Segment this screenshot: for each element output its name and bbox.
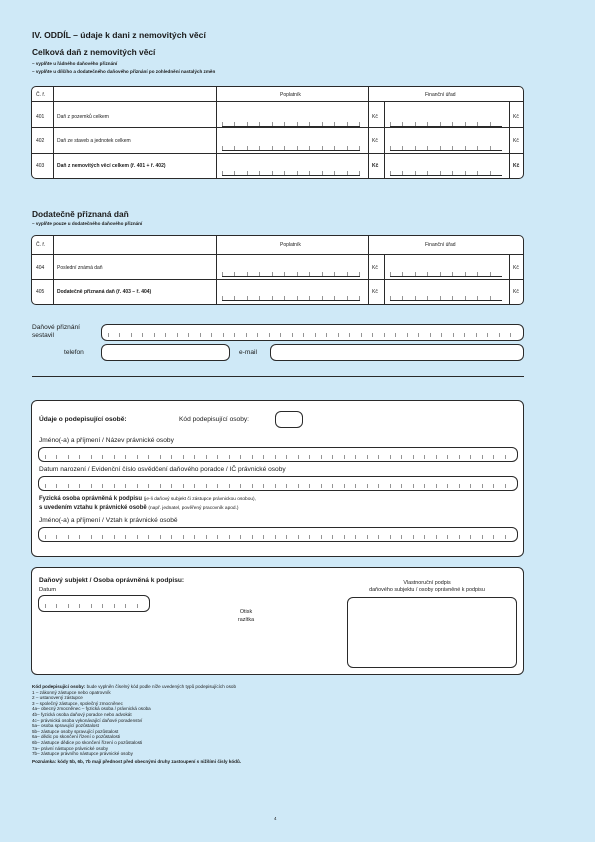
row-label: Poslední známá daň [57,265,103,271]
legend-item: 4a– obecný zmocněnec – fyzická osoba / právnická osoba [32,706,151,712]
divider [32,376,524,377]
stamp-label-2: razítka [237,617,255,623]
additional-tax-table [31,235,524,305]
col-payer-header: Poplatník [280,92,301,98]
currency-label: Kč [372,114,378,120]
date-input[interactable] [38,595,150,612]
office-input-401 [390,120,502,127]
col-no-header: Č. ř. [36,92,46,98]
legend-item: 4b– fyzická osoba daňový poradce nebo advokát [32,711,132,717]
currency-label: Kč [513,289,519,295]
currency-label: Kč [513,265,519,271]
signature-field[interactable] [347,597,517,668]
signature-section [31,567,524,675]
authorized-line [39,496,256,502]
signer-code-label: Kód podepisující osoby: [179,416,250,423]
name-relation-label: Jméno(-a) a příjmení / Vztah k právnické osobě [39,517,178,524]
total-note-2: – vyplňte u dílčího a dodatečného daňového přiznání po zohlednění nastalých změn [32,69,216,74]
payer-input-404[interactable] [222,270,360,277]
row-number: 401 [36,114,45,120]
payer-input-405[interactable] [222,294,360,301]
signer-dob-label: Datum narození / Evidenční číslo osvědčení daňového poradce / IČ právnické osoby [39,466,286,473]
page-number: 4 [274,816,277,821]
office-input-405 [390,294,502,301]
row-label: Daň z pozemků celkem [57,114,109,120]
signer-name-input[interactable] [38,447,518,462]
legend-item: 1 – zákonný zástupce nebo opatrovník [32,689,111,695]
email-label: e-mail [239,349,257,356]
stamp-label-1: Otisk [239,609,253,615]
col-no-header: Č. ř. [36,242,46,248]
compiled-by-label: Daňové přiznání sestavil [32,324,81,339]
legend-note: Poznámka: kódy 5b, 6b, 7b mají přednost před obecnými druhy zastoupení s nižšími čísly kódů. [32,758,242,764]
total-note-1: – vyplňte u řádného daňového přiznání [32,61,118,66]
row-number: 402 [36,138,45,144]
signature-title: Daňový subjekt / Osoba oprávněná k podpisu: [39,577,185,584]
currency-label: Kč [513,163,520,169]
email-input[interactable] [270,344,524,361]
currency-label: Kč [513,138,519,144]
office-input-402 [390,144,502,151]
relation-bold: s uvedením vztahu k právnické osobě [39,505,147,511]
row-label: Daň z nemovitých věcí celkem (ř. 401 + ř. 402) [57,163,166,169]
legend-item: 5b– zástupce osoby spravující pozůstalost [32,728,119,734]
legend-item: 4c– právnická osoba vykonávající daňové poradenství [32,717,143,723]
payer-input-401[interactable] [222,120,360,127]
sig-label-2: daňového subjektu / osoby oprávněné k podpisu [369,587,485,593]
payer-input-403[interactable] [222,169,360,176]
legend-item: 6a– dědic po skončení řízení o pozůstalosti [32,734,121,740]
signer-code-input[interactable] [275,411,303,428]
currency-label: Kč [372,265,378,271]
legend-item: 5a– osoba spravující pozůstalost [32,723,99,729]
payer-input-402[interactable] [222,144,360,151]
legend-title-bold: Kód podepisující osoby: [32,684,86,689]
currency-label: Kč [372,289,378,295]
legend-item: 7a– právní nástupce právnické osoby [32,745,109,751]
section-title: IV. ODDÍL – údaje k dani z nemovitých věcí [32,30,206,40]
row-label: Daň ze staveb a jednotek celkem [57,138,131,144]
office-input-404 [390,270,502,277]
currency-label: Kč [372,163,379,169]
authorized-note: (je-li daňový subjekt či zástupce právnickou osobou), [143,497,256,502]
legend-item: 3 – společný zástupce, společný zmocněnec [32,700,123,706]
relation-note: (např. jednatel, pověřený pracovník apod.) [148,506,239,511]
row-number: 403 [36,163,45,169]
signer-section [31,400,524,557]
total-tax-table [31,86,524,179]
office-input-403 [390,169,502,176]
signer-dob-input[interactable] [38,476,518,491]
signer-title: Údaje o podepisující osobě: [39,416,127,423]
authorized-bold: Fyzická osoba oprávněná k podpisu [39,496,143,502]
signer-name-label: Jméno(-a) a příjmení / Název právnické osoby [39,437,174,444]
row-label: Dodatečně přiznaná daň (ř. 403 – ř. 404) [57,289,152,295]
phone-input[interactable] [101,344,230,361]
additional-note-1: – vyplňte pouze u dodatečného daňového přiznání [32,221,143,226]
legend-item: 2 – ustanovený zástupce [32,695,83,701]
total-tax-title: Celková daň z nemovitých věcí [32,47,156,57]
currency-label: Kč [513,114,519,120]
col-office-header: Finanční úřad [425,92,456,98]
phone-label: telefon [64,349,84,356]
date-label: Datum [39,587,57,593]
currency-label: Kč [372,138,378,144]
additional-tax-title: Dodatečně přiznaná daň [32,209,129,219]
name-relation-input[interactable] [38,527,518,542]
legend-title [32,684,241,690]
compiled-by-input[interactable] [101,324,524,341]
col-payer-header: Poplatník [280,242,301,248]
signer-code-legend [32,684,241,764]
legend-title-rest: bude vyplněn číselný kód podle níže uvedených typů podepisujících osob [86,684,237,689]
row-number: 405 [36,289,45,295]
relation-line [39,505,239,511]
legend-item: 6b– zástupce dědice po skončení řízení o pozůstalosti [32,739,143,745]
col-office-header: Finanční úřad [425,242,456,248]
legend-item: 7b– zástupce právního nástupce právnické osoby [32,751,133,757]
row-number: 404 [36,265,45,271]
sig-label-1: Vlastnoruční podpis [403,580,451,586]
